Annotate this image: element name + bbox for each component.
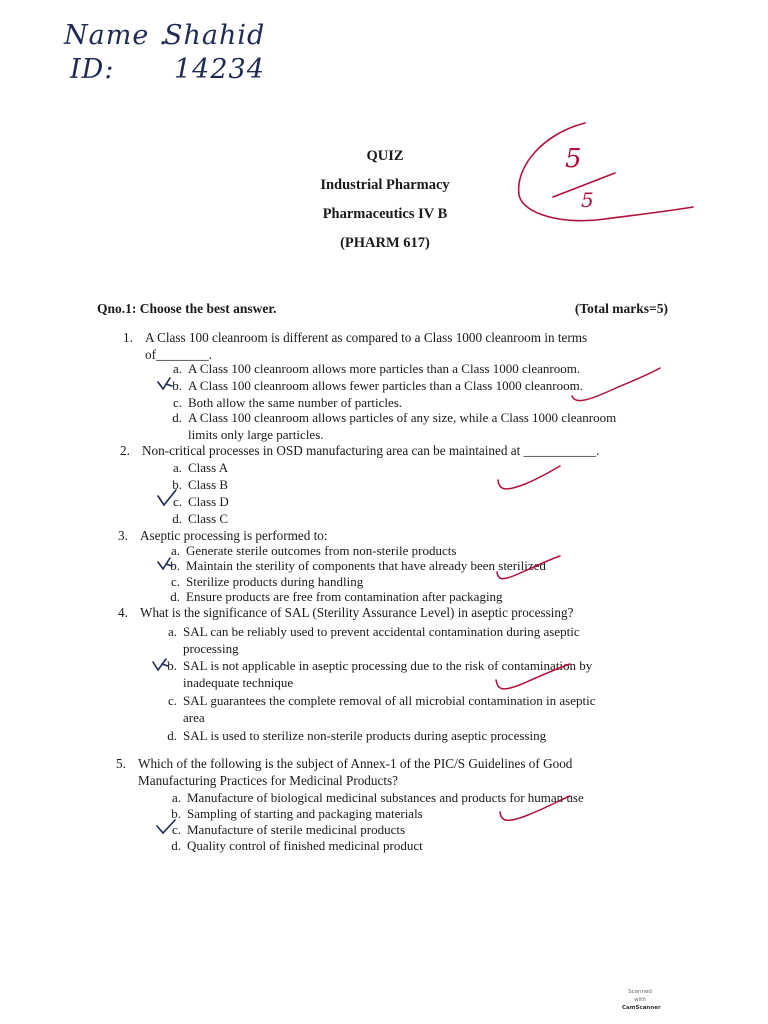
quiz-title: QUIZ (366, 148, 404, 164)
option-text: A Class 100 cleanroom allows more particles than a Class 1000 cleanroom. (188, 361, 581, 376)
option-1a: a. A Class 100 cleanroom allows more particles than a Class 1000 cleanroom. (172, 361, 581, 376)
question-2 (120, 443, 672, 460)
question-text-cont: of________. (145, 346, 213, 362)
option-text: Ensure products are free from contamination after packaging (186, 589, 503, 604)
option-text: Sampling of starting and packaging materials (187, 806, 423, 821)
question-number: 2. (120, 443, 130, 458)
question-4 (118, 605, 680, 622)
scanner-watermark: Scanned with CamScanner (622, 989, 661, 1011)
handwritten-id (70, 54, 265, 85)
id-value: 14234 (174, 54, 265, 85)
handwritten-name (64, 20, 265, 51)
question-number: 4. (118, 605, 128, 620)
question-number: 5. (116, 756, 126, 771)
option-text: Class B (188, 477, 229, 492)
option-5d: d. Quality control of finished medicinal product (171, 838, 423, 853)
option-text: Quality control of finished medicinal product (187, 838, 423, 853)
option-2d: d. Class C (172, 511, 229, 526)
question-text: What is the significance of SAL (Sterility Assurance Level) in aseptic processing? (140, 605, 574, 620)
option-4a: a. SAL can be reliably used to prevent accidental contamination during aseptic processing (167, 624, 580, 656)
option-2b: b. Class B (172, 477, 229, 492)
grading-tick-icon (498, 466, 560, 489)
question-1 (123, 330, 675, 363)
option-text: Maintain the sterility of components that have already been sterilized (186, 558, 546, 573)
option-text: Generate sterile outcomes from non-sterile products (186, 543, 457, 558)
option-4b: b. SAL is not applicable in aseptic processing due to the risk of contamination by inadequate technique (167, 658, 593, 690)
option-1d: d. A Class 100 cleanroom allows particles of any size, while a Class 1000 cleanroom limits only large particles. (172, 410, 617, 442)
course-code: (PHARM 617) (340, 235, 430, 251)
id-label: ID: (70, 54, 115, 85)
question-text-cont: Manufacturing Practices for Medicinal Products? (138, 772, 399, 788)
option-text-cont: limits only large particles. (188, 426, 324, 442)
option-1b: b. A Class 100 cleanroom allows fewer particles than a Class 1000 cleanroom. (172, 378, 583, 393)
option-text: SAL guarantees the complete removal of all microbial contamination in aseptic (183, 693, 596, 708)
question-text: Which of the following is the subject of Annex-1 of the PIC/S Guidelines of Good (138, 756, 573, 771)
option-5a: a. Manufacture of biological medicinal substances and products for human use (171, 790, 584, 805)
option-text-cont: area (183, 709, 205, 725)
option-text: Class C (188, 511, 229, 526)
score-mark (505, 115, 700, 240)
option-text: SAL is not applicable in aseptic processing due to the risk of contamination by (183, 658, 593, 673)
option-text-cont: processing (183, 640, 239, 656)
option-1c: c. Both allow the same number of particles. (172, 395, 403, 410)
option-4d: d. SAL is used to sterilize non-sterile products during aseptic processing (167, 728, 547, 743)
question-number: 3. (118, 528, 128, 543)
option-2c: c. Class D (172, 494, 229, 509)
score-top: 5 (565, 144, 582, 174)
option-text: Manufacture of biological medicinal substances and products for human use (187, 790, 584, 805)
option-text: Class A (188, 460, 229, 475)
option-text: SAL is used to sterilize non-sterile products during aseptic processing (183, 728, 547, 743)
option-2a: a. Class A (172, 460, 229, 475)
option-3b: b. Maintain the sterility of components that have already been sterilized (170, 558, 546, 573)
grading-tick-icon (572, 368, 660, 401)
option-5c: c. Manufacture of sterile medicinal products (171, 822, 406, 837)
question-number: 1. (123, 330, 133, 345)
option-4c: c. SAL guarantees the complete removal of all microbial contamination in aseptic area (167, 693, 596, 725)
option-3c: c. Sterilize products during handling (170, 574, 364, 589)
total-marks: (Total marks=5) (574, 301, 668, 316)
option-text: Manufacture of sterile medicinal products (187, 822, 406, 837)
option-text: A Class 100 cleanroom allows fewer particles than a Class 1000 cleanroom. (188, 378, 583, 393)
name-label: Name . (64, 20, 169, 51)
name-value: Shahid (164, 20, 266, 51)
question-text: Aseptic processing is performed to: (140, 528, 328, 543)
option-3a: a. Generate sterile outcomes from non-sterile products (170, 543, 457, 558)
option-text: A Class 100 cleanroom allows particles of any size, while a Class 1000 cleanroom (188, 410, 617, 425)
option-5b: b. Sampling of starting and packaging materials (171, 806, 423, 821)
option-text-cont: inadequate technique (183, 674, 294, 690)
option-text: Sterilize products during handling (186, 574, 364, 589)
question-5 (116, 756, 678, 789)
score-bottom: 5 (581, 188, 594, 212)
section-header (97, 301, 672, 317)
option-text: SAL can be reliably used to prevent accidental contamination during aseptic (183, 624, 580, 639)
option-text: Class D (188, 494, 229, 509)
question-text: A Class 100 cleanroom is different as compared to a Class 1000 cleanroom in terms (145, 330, 588, 345)
option-text: Both allow the same number of particles. (188, 395, 403, 410)
course-name: Industrial Pharmacy (320, 177, 450, 193)
section-title: Qno.1: Choose the best answer. (97, 301, 277, 316)
course-subtitle: Pharmaceutics IV B (322, 206, 448, 222)
question-text: Non-critical processes in OSD manufacturing area can be maintained at ___________. (142, 443, 600, 458)
option-3d: d. Ensure products are free from contamination after packaging (170, 589, 503, 604)
